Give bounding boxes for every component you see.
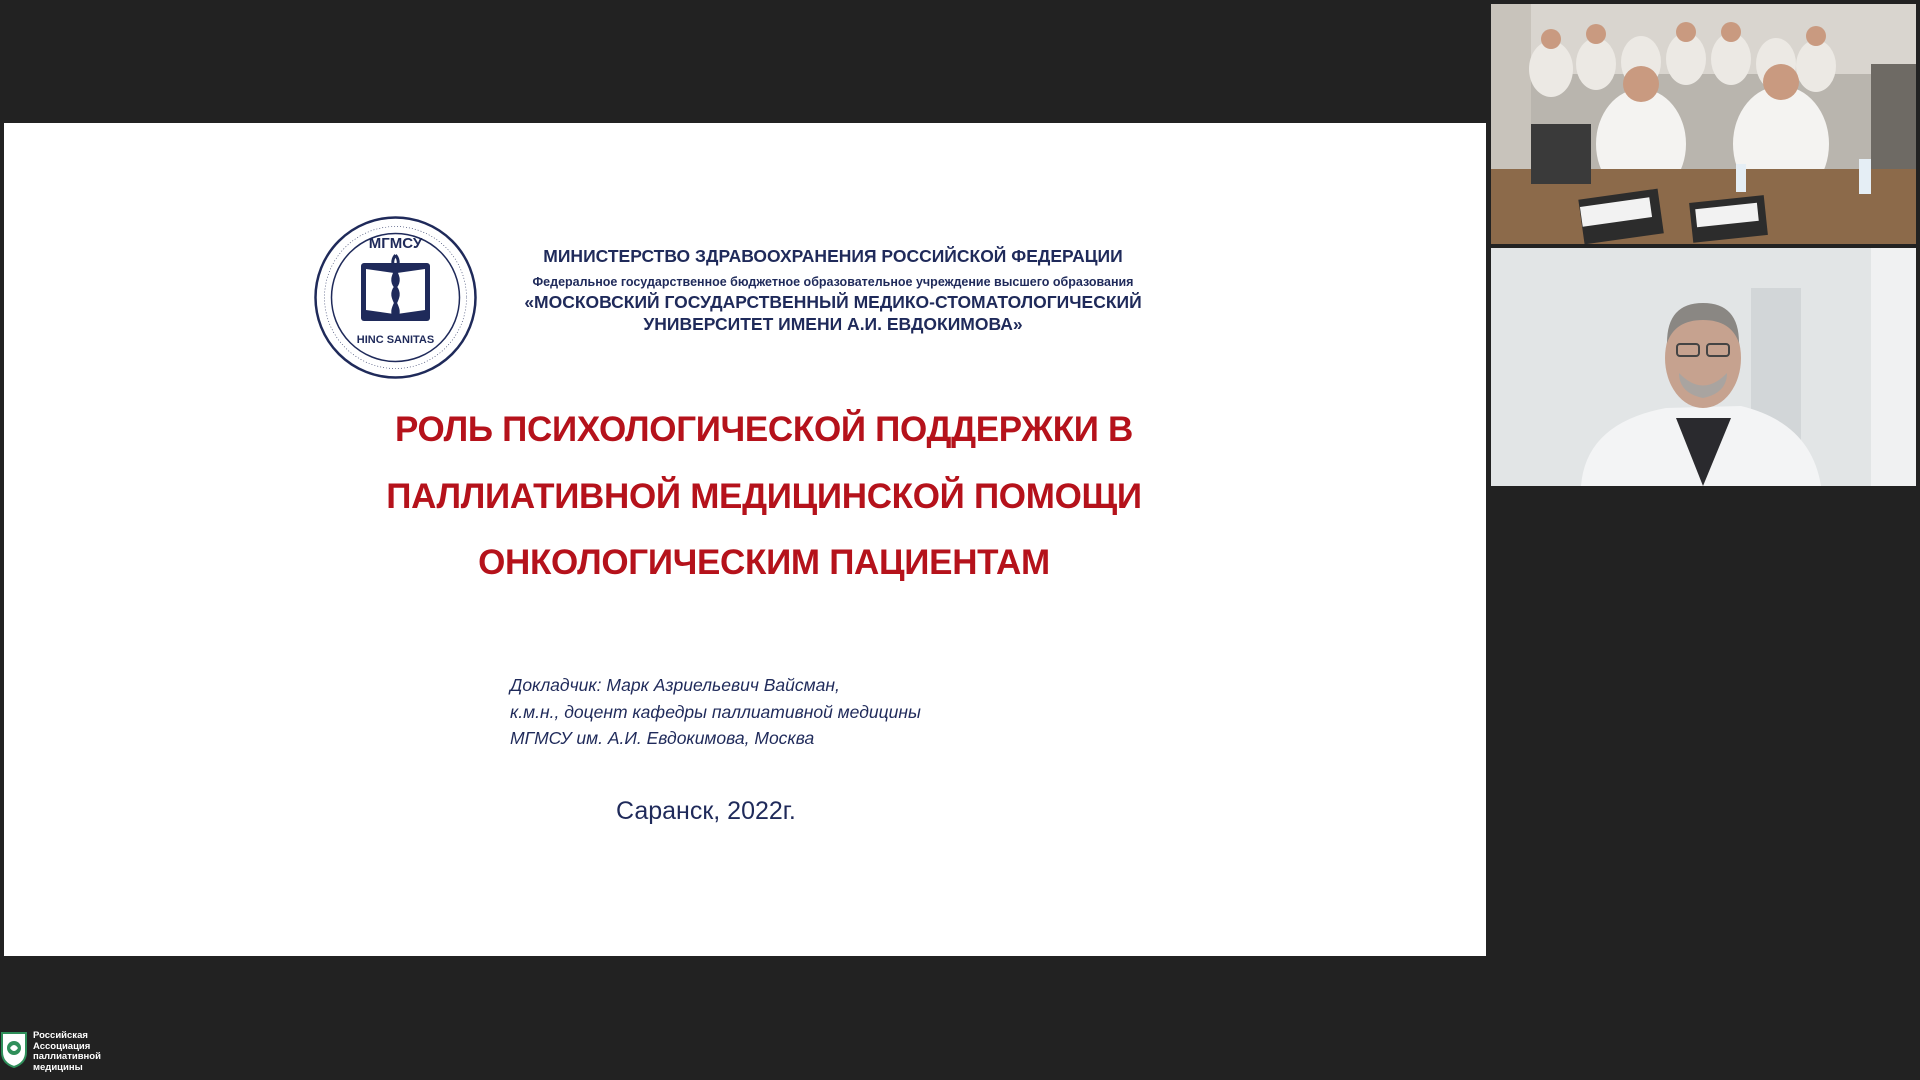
slide-title-line1: РОЛЬ ПСИХОЛОГИЧЕСКОЙ ПОДДЕРЖКИ В [394, 410, 1134, 449]
presentation-slide [4, 123, 1486, 956]
university-name-line1: «МОСКОВСКИЙ ГОСУДАРСТВЕННЫЙ МЕДИКО-СТОМАТОЛОГИЧЕСКИЙ [524, 292, 1142, 312]
speaker-name: Докладчик: Марк Азриельевич Вайсман, [510, 675, 840, 695]
slide-title-line2: ПАЛЛИАТИВНОЙ МЕДИЦИНСКОЙ ПОМОЩИ [386, 477, 1142, 516]
speaker-video-tile[interactable] [1491, 248, 1916, 486]
ministry-name: МИНИСТЕРСТВО ЗДРАВООХРАНЕНИЯ РОССИЙСКОЙ ФЕДЕРАЦИИ [543, 246, 1123, 266]
federal-institution-line: Федеральное государственное бюджетное образовательное учреждение высшего образования [532, 275, 1134, 289]
logo-top-text: МГМСУ [368, 235, 423, 252]
association-name-line: Ассоциация [33, 1040, 91, 1052]
association-name-line: паллиативной [33, 1051, 101, 1062]
association-logo [0, 1030, 28, 1068]
slide-title-line3: ОНКОЛОГИЧЕСКИМ ПАЦИЕНТАМ [478, 543, 1050, 582]
speaker-position: к.м.н., доцент кафедры паллиативной медицины [510, 702, 921, 722]
association-name-line: Российская [33, 1030, 88, 1041]
university-name-line2: УНИВЕРСИТЕТ ИМЕНИ А.И. ЕВДОКИМОВА» [643, 314, 1023, 334]
association-name [33, 1031, 113, 1073]
audience-video-tile[interactable] [1491, 4, 1916, 244]
speaker-affiliation: МГМСУ им. А.И. Евдокимова, Москва [510, 728, 815, 748]
place-date: Саранск, 2022г. [616, 797, 796, 825]
logo-motto: HINC SANITAS [356, 334, 435, 346]
association-name-line: медицины [33, 1061, 83, 1073]
university-logo [313, 215, 478, 380]
